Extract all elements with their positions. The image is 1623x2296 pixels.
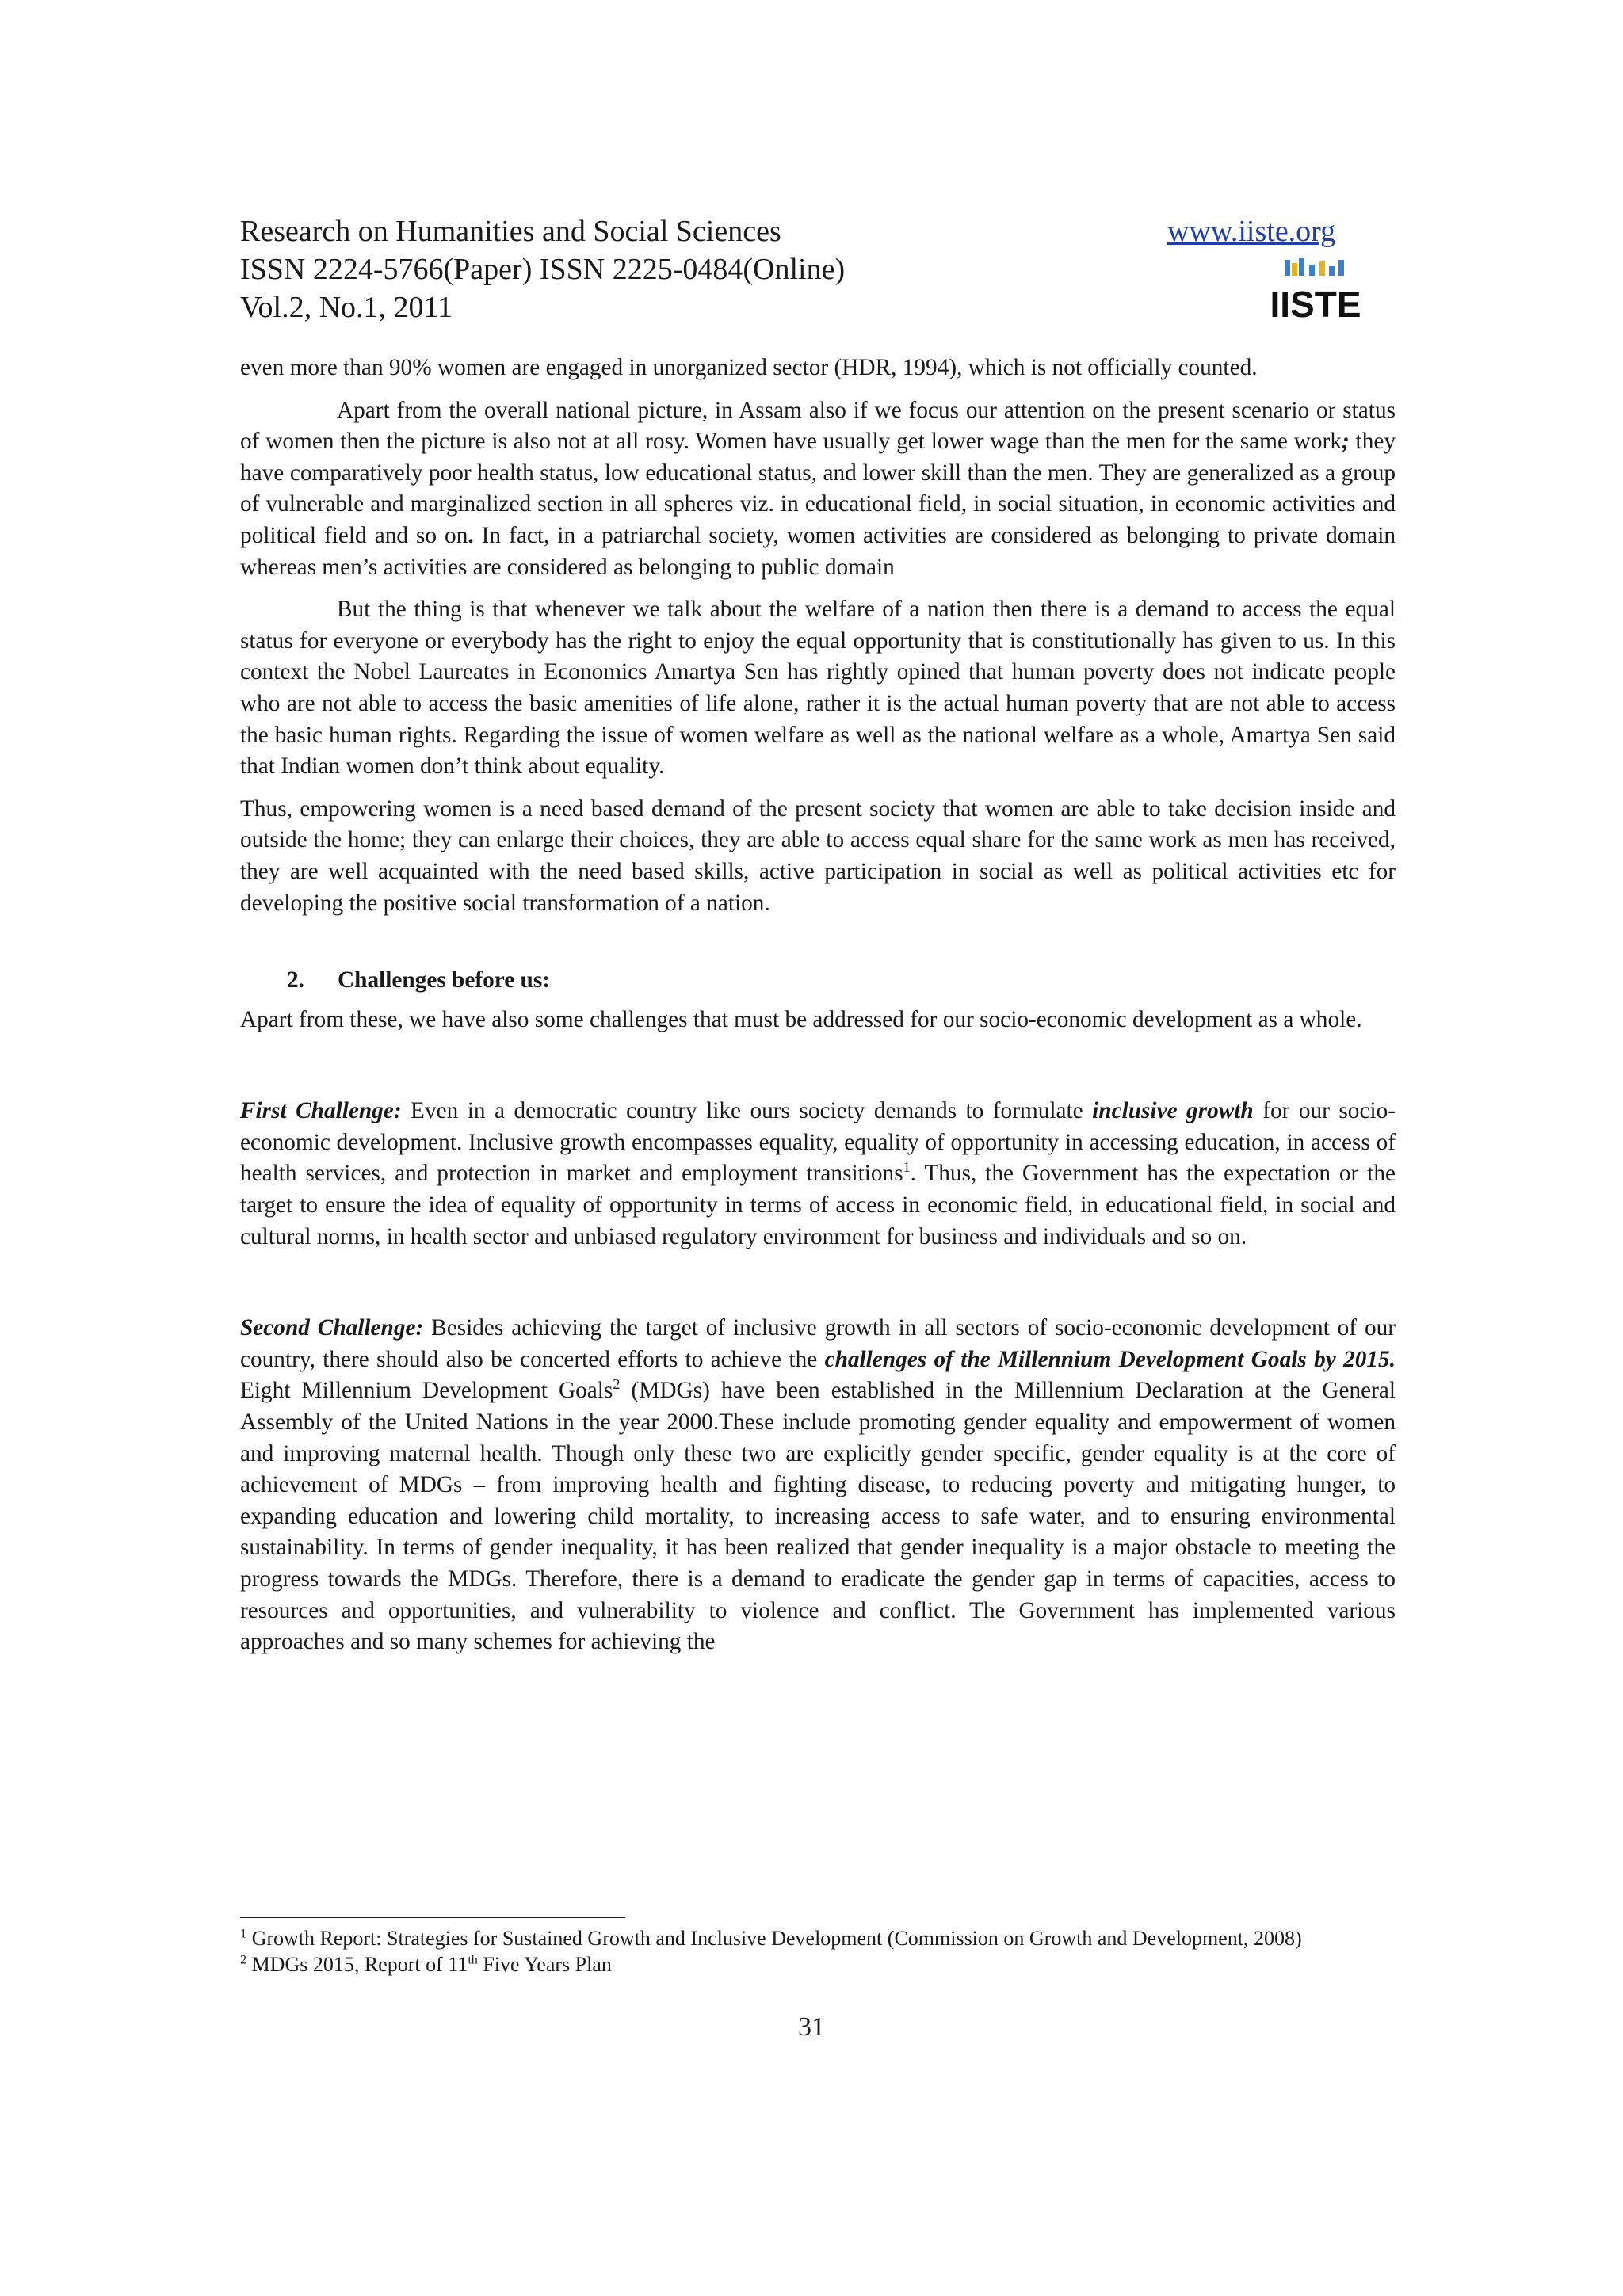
paragraph-5: Apart from these, we have also some challenges that must be addressed for our socio-economic development as a whole. [240,1006,1362,1032]
page-number: 31 [798,2012,825,2042]
footnotes [240,1925,1396,1978]
running-header [240,212,845,326]
paragraph-4: Thus, empowering women is a need based demand of the present society that women are able to take decision inside and outside the home; they can enlarge their choices, they are able to access equal share for the same work as men has received, they are well acquainted with the need based skills, active participation in social as well as political activities etc for developing the positive social transformation of a nation. [240,795,1396,916]
logo-text: IISTE [1270,284,1361,325]
paragraph-3: But the thing is that whenever we talk about the welfare of a nation then there is a demand to access the equal status for everyone or everybody has the right to enjoy the equal opportunity that is constitutionally has given to us. In this context the Nobel Laureates in Economics Amartya Sen has rightly opined that human poverty does not indicate people who are not able to access the basic amenities of life alone, rather it is the actual human poverty that are not able to access the basic human rights. Regarding the issue of women welfare as well as the national welfare as a whole, Amartya Sen said that Indian women don’t think about equality. [240,597,1396,780]
footnote-divider [240,1917,625,1918]
paragraph-2: Apart from the overall national picture, in Assam also if we focus our attention on the present scenario or status of women then the picture is also not at all rosy. Women have usually get lower wage than the men for the same work; they have comparatively poor health status, low educational status, and lower skill than the men. They are generalized as a group of vulnerable and marginalized section in all spheres viz. in educational field, in social situation, in economic activities and political field and so on. In fact, in a patriarchal society, women activities are considered as belonging to private domain whereas men’s activities are considered as belonging to public domain [240,397,1396,580]
footnote-ref-2: 2 [613,1376,621,1393]
first-challenge-label: First Challenge: [240,1098,402,1124]
body-text [240,353,1396,1658]
section-number: 2. [287,967,304,994]
second-challenge-label: Second Challenge: [240,1315,424,1341]
iiste-logo-icon [1270,255,1361,325]
footnote-ref-1: 1 [903,1159,911,1176]
second-challenge-paragraph: Second Challenge: Besides achieving the target of inclusive growth in all sectors of socio-economic development of our country, there should also be concerted efforts to achieve the challenges of the Millennium Development Goals by 2015. Eight Millennium Development Goals$^2$ (MDGs) have been established in the Millennium Declaration at the General Assembly of the United Nations in the year 2000.These include promoting gender equality and empowerment of women and improving maternal health. Though only these two are explicitly gender specific, gender equality is at the core of achievement of MDGs – from improving health and fighting disease, to reducing poverty and mitigating hunger, to expanding education and lowering child mortality, to increasing access to safe water, and to ensuring environmental sustainability. In terms of gender inequality, it has been realized that gender inequality is a major obstacle to meeting the progress towards the MDGs. Therefore, there is a demand to eradicate the gender gap in terms of capacities, access to resources and opportunities, and vulnerability to violence and conflict. The Government has implemented various approaches and so many schemes for achieving the [240,1315,1396,1655]
issn-line: ISSN 2224-5766(Paper) ISSN 2225-0484(Online) [240,253,846,286]
paragraph-1: even more than 90% women are engaged in unorganized sector (HDR, 1994), which is not officially counted. [240,355,1258,380]
journal-title: Research on Humanities and Social Sciences [240,215,781,248]
volume-line: Vol.2, No.1, 2011 [240,291,453,324]
section-title: Challenges before us: [338,967,551,994]
footnote-1: $^1$ Growth Report: Strategies for Sustained Growth and Inclusive Development (Commission on Growth and Development, 2008) [240,1927,1302,1950]
footnote-2: $^2$ MDGs 2015, Report of 11th Five Years Plan [240,1953,612,1976]
section-heading-challenges [240,965,1396,997]
website-link[interactable]: www.iiste.org [1167,215,1336,248]
first-challenge-paragraph: First Challenge: Even in a democratic country like ours society demands to formulate inclusive growth for our socio-economic development. Inclusive growth encompasses equality, equality of opportunity in accessing education, in access of health services, and protection in market and employment transitions$^1$. Thus, the Government has the expectation or the target to ensure the idea of equality of opportunity in terms of access in economic field, in educational field, in social and cultural norms, in health sector and unbiased regulatory environment for business and individuals and so on. [240,1098,1396,1249]
